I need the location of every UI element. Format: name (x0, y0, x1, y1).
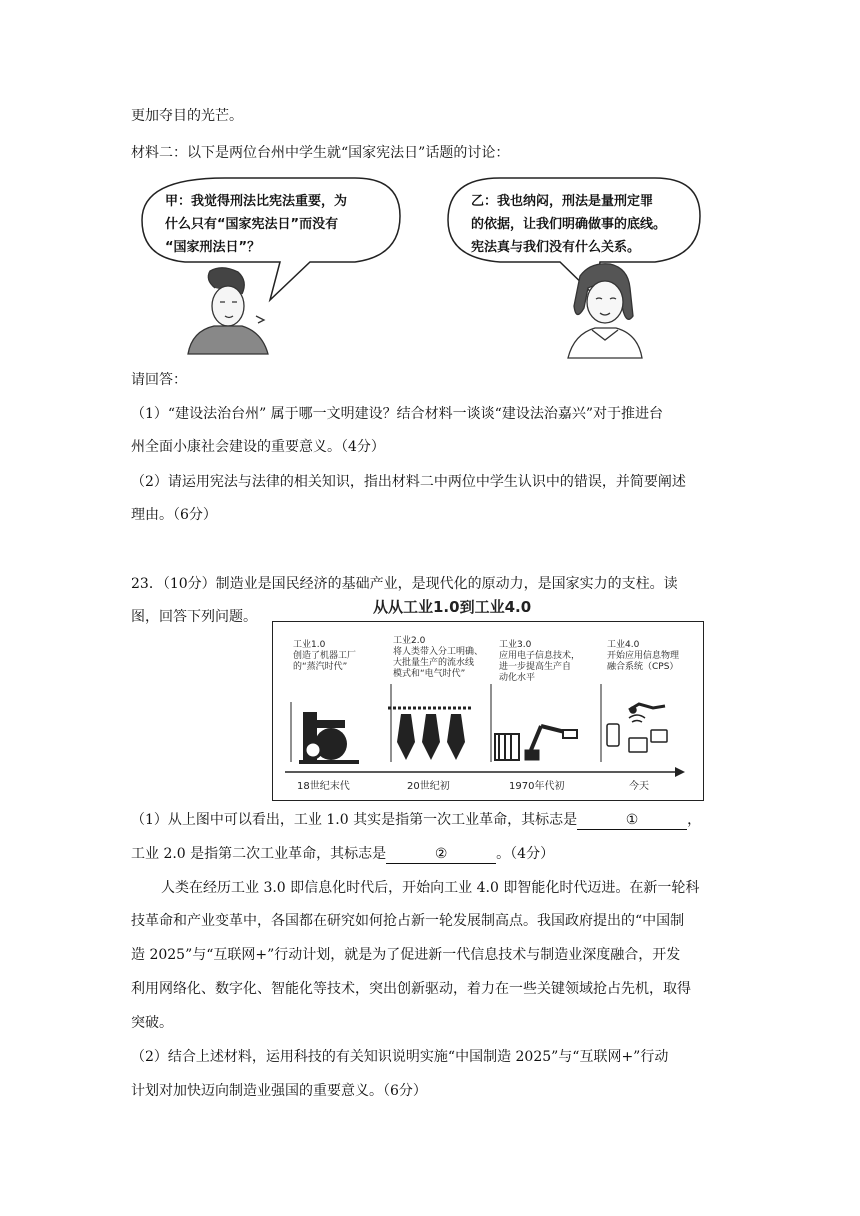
assembly-line-icon (388, 708, 473, 760)
stage-1 (293, 640, 356, 673)
bubble-yi-text (471, 190, 666, 259)
bubble-jia-text (165, 190, 347, 259)
q23-1-text-d: 。（4分） (496, 846, 555, 862)
q22-2-line-2: 理由。（6分） (131, 507, 217, 523)
material-two-intro: 材料二：以下是两位台州中学生就“国家宪法日”话题的讨论： (131, 145, 510, 161)
era-label-4: 今天 (629, 781, 649, 792)
answer-blank-1[interactable]: ① (577, 811, 687, 830)
stage-4-desc-1: 开始应用信息物理 (607, 651, 680, 661)
yi-line-3: 宪法真与我们没有什么关系。 (471, 240, 641, 255)
yi-line-2: 的依据，让我们明确做事的底线。 (471, 217, 667, 232)
yi-line-1: 乙：我也纳闷，刑法是量刑定罪 (471, 194, 654, 209)
stage-3-desc-2: 进一步提高生产自 (499, 662, 572, 672)
q23-1-line-1 (131, 810, 701, 830)
q23-1-text-b: ， (687, 812, 702, 828)
industry-figure (272, 621, 704, 801)
q23-1-text-c: 工业 2.0 是指第二次工业革命，其标志是 (131, 846, 387, 862)
era-label-3: 1970年代初 (509, 781, 565, 792)
material-one-tail: 更加夺目的光芒。 (131, 108, 243, 124)
paragraph-line-5: 突破。 (131, 1015, 173, 1031)
stage-4-name: 工业4.0 (607, 640, 640, 650)
stage-3 (499, 640, 580, 684)
jia-line-2: 什么只有“国家宪法日”而没有 (165, 217, 339, 232)
answer-blank-2[interactable]: ② (386, 845, 496, 864)
paragraph-line-4: 利用网络化、数字化、智能化等技术，突出创新驱动，着力在一些关键领域抢占先机，取得 (131, 981, 691, 997)
stage-3-desc-3: 动化水平 (499, 673, 536, 683)
q23-2-line-2: 计划对加快迈向制造业强国的重要意义。（6分） (131, 1083, 427, 1099)
stage-3-name: 工业3.0 (499, 640, 532, 650)
jia-line-3: “国家刑法日”？ (165, 240, 261, 255)
stage-4-desc-2: 融合系统（CPS） (607, 662, 679, 672)
figure-title: 从从工业1.0到工业4.0 (373, 598, 532, 616)
boy-figure (188, 268, 268, 354)
q23-intro-line-2: 图，回答下列问题。 (131, 609, 257, 625)
era-label-2: 20世纪初 (407, 781, 450, 792)
robot-arm-icon (495, 726, 577, 760)
steam-engine-icon (299, 712, 359, 764)
q23-intro-line-1: 23．（10分）制造业是国民经济的基础产业，是现代化的原动力，是国家实力的支柱。读 (131, 576, 678, 592)
stage-1-desc-2: 的“蒸汽时代” (293, 662, 348, 672)
stage-2-name: 工业2.0 (393, 636, 426, 646)
stage-2-desc-1: 将人类带入分工明确、 (393, 647, 484, 657)
paragraph-line-2: 技革命和产业变革中，各国都在研究如何抢占新一轮发展制高点。我国政府提出的“中国制 (131, 913, 685, 929)
era-label-1: 18世纪末代 (297, 781, 350, 792)
please-answer: 请回答： (131, 372, 187, 388)
stage-3-desc-1: 应用电子信息技术， (499, 651, 581, 661)
paragraph-line-1: 人类在经历工业 3.0 即信息化时代后，开始向工业 4.0 即智能化时代迈进。在新一轮科 (161, 880, 700, 896)
jia-line-1: 甲：我觉得刑法比宪法重要，为 (165, 194, 348, 209)
paragraph-line-3: 造 2025”与“互联网+”行动计划，就是为了促进新一代信息技术与制造业深度融合，开发 (131, 947, 681, 963)
stage-4 (607, 640, 679, 673)
q22-2-line-1: （2）请运用宪法与法律的相关知识，指出材料二中两位中学生认识中的错误，并简要阐述 (131, 474, 686, 490)
q23-2-line-1: （2）结合上述材料，运用科技的有关知识说明实施“中国制造 2025”与“互联网+”行动 (131, 1049, 669, 1065)
stage-2-desc-2: 大批量生产的流水线 (393, 658, 475, 668)
q22-1-line-1: （1）“建设法治台州” 属于哪一文明建设？结合材料一谈谈“建设法治嘉兴”对于推进台 (131, 406, 663, 422)
stage-1-name: 工业1.0 (293, 640, 326, 650)
stage-1-desc-1: 创造了机器工厂 (293, 651, 357, 661)
stage-2 (393, 636, 483, 680)
q23-1-line-2 (131, 844, 554, 864)
q22-1-line-2: 州全面小康社会建设的重要意义。（4分） (131, 439, 385, 455)
cps-devices-icon (607, 704, 667, 752)
stage-2-desc-3: 模式和“电气时代” (393, 669, 466, 679)
girl-figure (568, 264, 642, 358)
q23-1-text-a: （1）从上图中可以看出，工业 1.0 其实是指第一次工业革命，其标志是 (131, 812, 578, 828)
